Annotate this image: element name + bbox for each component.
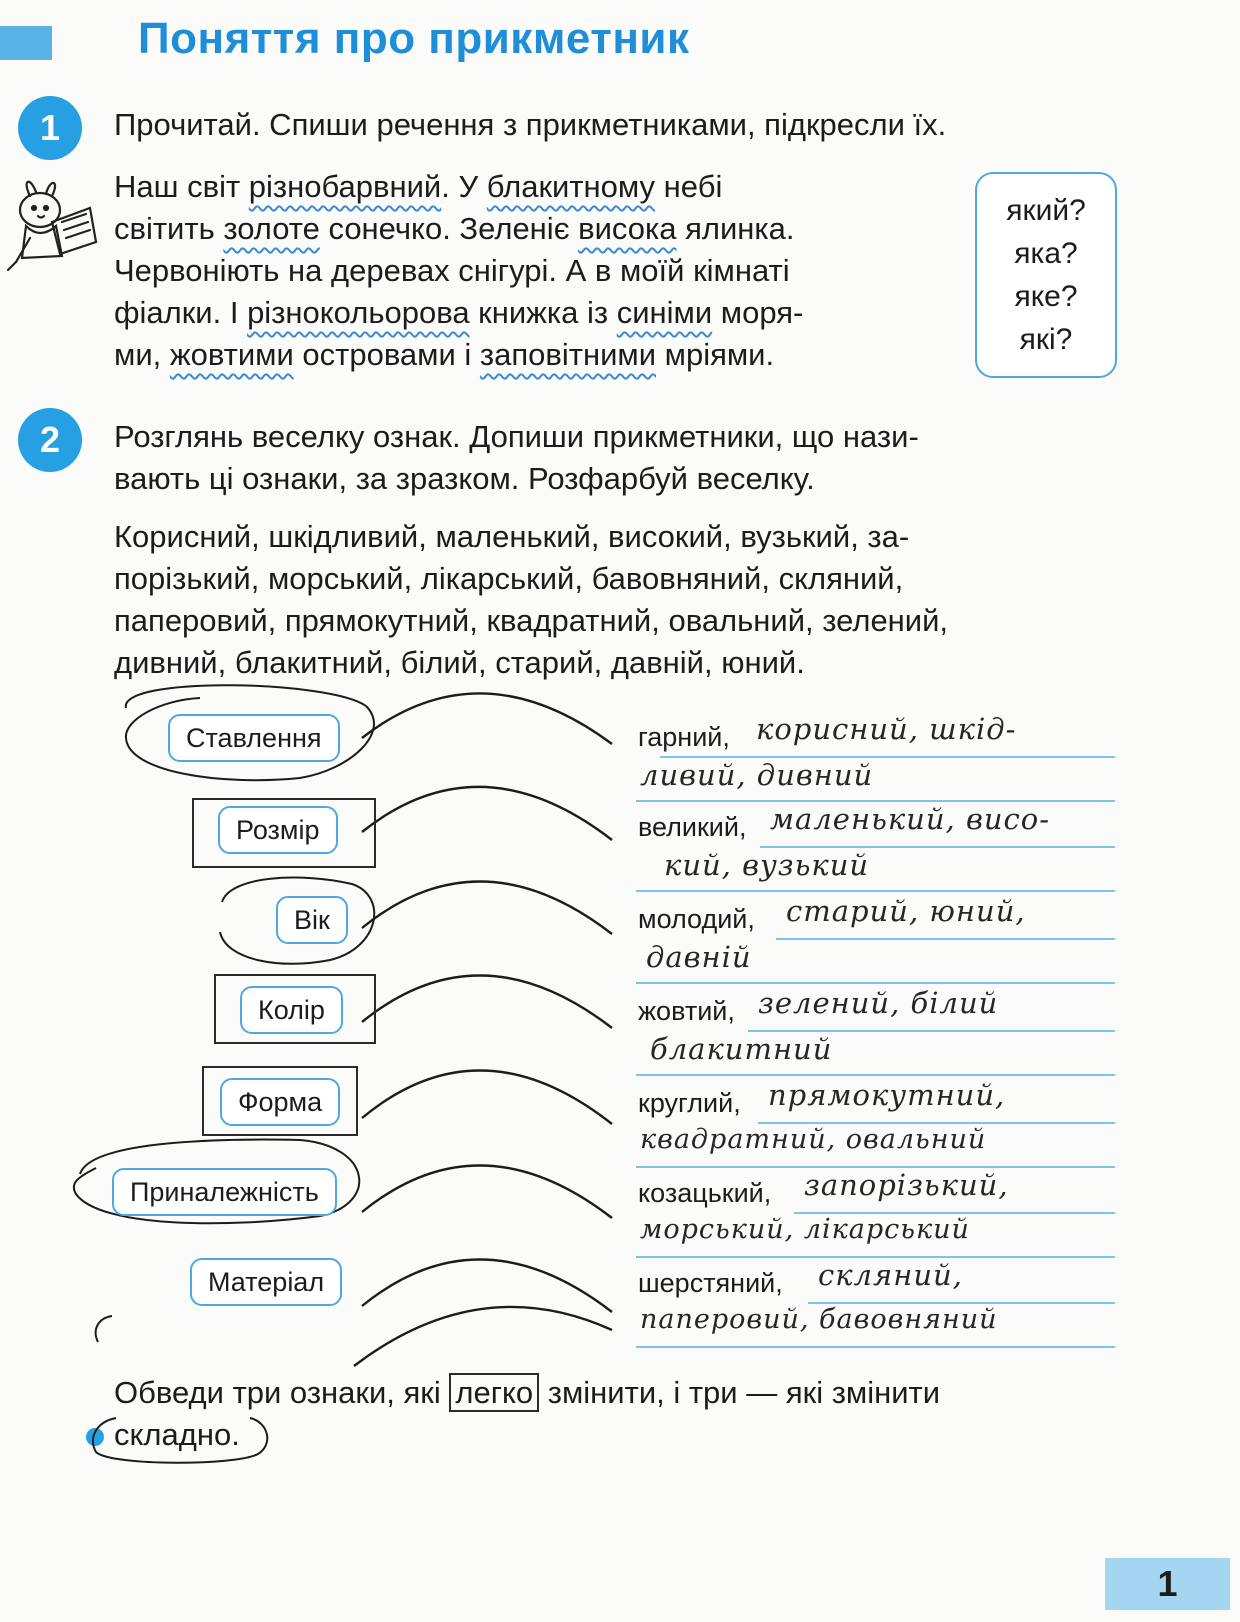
question: який? <box>1006 194 1086 227</box>
rainbow-arc <box>362 1165 612 1218</box>
example-word: шерстяний, <box>638 1268 783 1298</box>
adjective: синіми <box>616 295 713 330</box>
handwritten-answer: давній <box>646 940 752 974</box>
page-title: Поняття про прикметник <box>138 14 690 63</box>
boxed-word: легко <box>449 1373 539 1412</box>
question-box <box>975 172 1117 378</box>
final-task-line-1: Обведи три ознаки, які легко змінити, і три — які змінити <box>114 1375 941 1410</box>
task-1-badge: 1 <box>18 96 82 160</box>
adjective: блакитному <box>486 169 656 204</box>
example-word: гарний, <box>638 722 730 752</box>
rabbit-reading-icon <box>0 178 100 276</box>
text-line-3: Червоніють на деревах снігурі. А в моїй кімнаті <box>114 253 790 288</box>
question: які? <box>1019 323 1073 356</box>
handwritten-answer: морський, лікарський <box>640 1214 970 1245</box>
answer-line <box>636 1346 1115 1348</box>
answer-line <box>636 1074 1115 1076</box>
task-2-instruction-line-1: Розглянь веселку ознак. Допиши прикметники, що нази- <box>114 419 919 454</box>
handwritten-answer: старий, юний, <box>786 894 1026 928</box>
word-bank-line: Корисний, шкідливий, маленький, високий, вузький, за- <box>114 519 910 554</box>
adjective: заповітними <box>479 337 657 372</box>
adjective: жовтими <box>169 337 294 372</box>
rainbow-arc <box>362 693 612 744</box>
handwritten-answer: запорізький, <box>804 1168 1009 1202</box>
rainbow-arc <box>362 881 612 934</box>
adjective: різнобарвний <box>248 169 442 204</box>
pen-oval <box>96 1316 112 1342</box>
handwritten-answer: паперовий, бавовняний <box>640 1304 998 1335</box>
handwritten-answer: корисний, шкід- <box>756 712 1017 746</box>
attribute-label: Форма <box>220 1078 340 1126</box>
example-word: великий, <box>638 812 747 842</box>
attribute-label: Матеріал <box>190 1258 342 1306</box>
handwritten-answer: зелений, білий <box>758 986 999 1020</box>
page-number: 1 <box>1105 1558 1230 1610</box>
example-word: молодий, <box>638 904 755 934</box>
text-line-2: світить золоте сонечко. Зеленіє висока ялинка. <box>114 211 795 246</box>
text-line-1: Наш світ різнобарвний. У блакитному небі <box>114 169 723 204</box>
rainbow-arc <box>362 975 612 1028</box>
title-accent-bar <box>0 26 52 60</box>
adjective: різнокольорова <box>247 295 470 330</box>
answer-line <box>636 982 1115 984</box>
rainbow-arc <box>354 1307 612 1366</box>
text-line-4: фіалки. І різнокольорова книжка із синіми моря- <box>114 295 804 330</box>
example-word: жовтий, <box>638 996 735 1026</box>
handwritten-answer: прямокутний, <box>768 1078 1006 1112</box>
adjective: золоте <box>223 211 320 246</box>
rainbow-arc <box>362 1259 612 1312</box>
rainbow-diagram <box>0 680 1240 1400</box>
handwritten-answer: кий, вузький <box>664 848 870 882</box>
instruction-text: Прочитай. Спиши речення з прикметниками, підкресли їх. <box>114 107 947 142</box>
rainbow-arc <box>362 787 612 840</box>
answer-line <box>776 938 1115 940</box>
attribute-label: Ставлення <box>168 714 340 762</box>
task-2-instruction-line-2: вають ці ознаки, за зразком. Розфарбуй веселку. <box>114 461 815 496</box>
question: яке? <box>1014 280 1078 313</box>
text-line-5: ми, жовтими островами і заповітними мріями. <box>114 337 775 372</box>
word-bank-line: порізький, морський, лікарський, бавовняний, скляний, <box>114 561 904 596</box>
handwritten-answer: ливий, дивний <box>640 758 874 792</box>
example-word: козацький, <box>638 1178 772 1208</box>
attribute-label: Колір <box>240 986 343 1034</box>
answer-line <box>636 890 1115 892</box>
question: яка? <box>1014 237 1078 270</box>
adjective: висока <box>578 211 677 246</box>
handwritten-answer: квадратний, овальний <box>640 1124 987 1155</box>
handwritten-answer: маленький, висо- <box>770 802 1051 836</box>
attribute-label: Приналежність <box>112 1168 337 1216</box>
handwritten-answer: скляний, <box>818 1258 963 1292</box>
attribute-label: Розмір <box>218 806 338 854</box>
rainbow-arc <box>362 1070 612 1124</box>
example-word: круглий, <box>638 1088 741 1118</box>
attribute-label: Вік <box>276 896 348 944</box>
task-2-badge: 2 <box>18 408 82 472</box>
word-bank-line: паперовий, прямокутний, квадратний, овальний, зелений, <box>114 603 949 638</box>
task-1-instruction <box>114 104 946 146</box>
circled-word: складно. <box>114 1417 240 1452</box>
handwritten-answer: блакитний <box>650 1032 833 1066</box>
word-bank-line: дивний, блакитний, білий, старий, давній, юний. <box>114 645 805 680</box>
